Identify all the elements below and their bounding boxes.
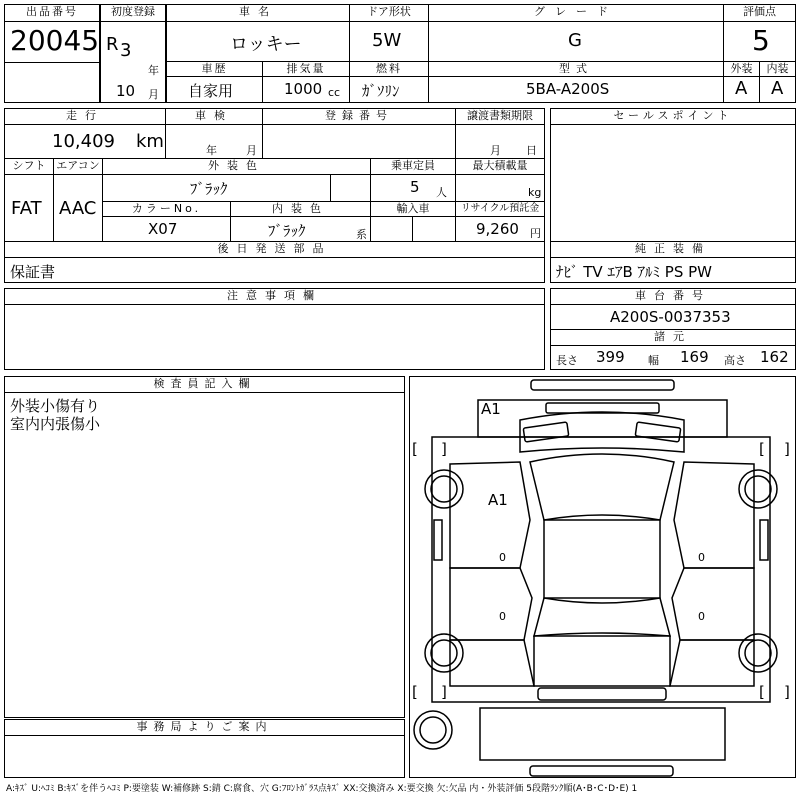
grade-label: グレード [428, 4, 724, 22]
diagram-zero: 0 [499, 551, 506, 564]
diagram-bracket: ] [784, 683, 790, 701]
length-label: 長さ [556, 354, 578, 367]
model-code-label: 型式 [428, 61, 724, 77]
chassis-number: A200S-0037353 [610, 308, 731, 326]
displacement-unit: cc [328, 86, 341, 99]
width-label: 幅 [648, 354, 659, 367]
displacement: 1000 [284, 80, 323, 98]
length-value: 399 [596, 348, 625, 366]
interior-grade: A [771, 78, 784, 99]
import-car-label: 輸入車 [370, 201, 456, 217]
registration-year: 3 [120, 40, 132, 61]
history-label: 車歴 [166, 61, 263, 77]
car-name-label: 車名 [166, 4, 350, 22]
interior-color: ﾌﾞﾗｯｸ [268, 222, 306, 240]
history: 自家用 [188, 82, 234, 100]
interior-color-suffix: 系 [356, 228, 367, 241]
recycle-deposit: 9,260 [476, 220, 519, 238]
recycle-unit: 円 [530, 227, 541, 240]
capacity-unit: 人 [436, 186, 447, 199]
fuel: ｶﾞｿﾘﾝ [362, 82, 400, 100]
registration-month: 10 [116, 82, 136, 100]
chassis-number-label: 車台番号 [550, 288, 796, 305]
damage-mark: A1 [488, 491, 508, 509]
aircon: AAC [59, 198, 97, 219]
equipment-label: 純正装備 [550, 241, 796, 258]
color-number: X07 [148, 220, 178, 238]
height-label: 高さ [724, 354, 746, 367]
displacement-label: 排気量 [262, 61, 350, 77]
damage-legend: A:ｷｽﾞ U:ﾍｺﾐ B:ｷｽﾞを伴うﾍｺﾐ P:要塗装 W:補修跡 S:錆 C:腐食、穴 G:ﾌﾛﾝﾄｶﾞﾗｽ点ｷｽﾞ XX:交換済み X:要交換 欠:欠品 内・外装評価 5段階ﾗﾝｸ順(A･B･C･D･E) 1 [6, 784, 638, 794]
lot-number: 20045 [10, 24, 100, 57]
shift: FAT [11, 198, 42, 219]
equipment: ﾅﾋﾞ TV ｴｱB ｱﾙﾐ PS PW [556, 263, 712, 281]
inspection-year-unit: 年 [206, 144, 217, 157]
exterior-grade: A [735, 78, 748, 99]
diagram-zero: 0 [698, 610, 705, 623]
shift-label: シフト [4, 158, 54, 175]
inspector-note-line: 室内内張傷小 [10, 415, 101, 433]
month-unit: 月 [148, 88, 159, 101]
transfer-day-unit: 日 [526, 144, 537, 157]
diagram-bracket: ] [441, 683, 447, 701]
exterior-grade-label: 外装 [723, 61, 760, 77]
max-load-label: 最大積載量 [455, 158, 545, 175]
door-type-label: ドア形状 [349, 4, 429, 22]
diagram-bracket: [ [412, 440, 418, 458]
year-unit: 年 [148, 64, 159, 77]
diagram-bracket: [ [412, 683, 418, 701]
fuel-label: 燃料 [349, 61, 429, 77]
inspector-notes-label: 検査員記入欄 [4, 376, 405, 393]
score: 5 [752, 24, 770, 57]
diagram-zero: 0 [698, 551, 705, 564]
inspection-label: 車検 [165, 108, 263, 125]
max-load-unit: kg [528, 186, 542, 199]
diagram-bracket: ] [441, 440, 447, 458]
capacity-label: 乗車定員 [370, 158, 456, 175]
capacity: 5 [410, 178, 420, 196]
sales-point-label: セールスポイント [550, 108, 796, 125]
later-parts: 保証書 [10, 263, 56, 281]
office-notice-label: 事務局よりご案内 [4, 719, 405, 736]
later-parts-label: 後日発送部品 [4, 241, 545, 258]
diagram-zero: 0 [499, 610, 506, 623]
grade: G [568, 30, 582, 51]
recycle-deposit-label: リサイクル預託金 [455, 201, 545, 217]
diagram-bracket: ] [784, 440, 790, 458]
damage-mark: A1 [481, 400, 501, 418]
interior-color-label: 内装色 [230, 201, 371, 217]
inspector-note-line: 外装小傷有り [10, 397, 101, 415]
era-prefix: R [106, 34, 119, 55]
score-label: 評価点 [723, 4, 796, 22]
model-code: 5BA-A200S [526, 80, 610, 98]
width-value: 169 [680, 348, 709, 366]
exterior-color-label: 外装色 [102, 158, 371, 175]
diagram-bracket: [ [759, 683, 765, 701]
mileage-label: 走行 [4, 108, 166, 125]
exterior-color: ﾌﾞﾗｯｸ [190, 180, 228, 198]
height-value: 162 [760, 348, 789, 366]
notes-label: 注意事項欄 [4, 288, 545, 305]
first-registration-label: 初度登録 [100, 4, 166, 22]
door-type: 5W [372, 30, 402, 51]
diagram-bracket: [ [759, 440, 765, 458]
registration-number-label: 登録番号 [262, 108, 456, 125]
mileage-unit: km [136, 131, 164, 152]
transfer-month-unit: 月 [490, 144, 501, 157]
inspection-month-unit: 月 [246, 144, 257, 157]
car-name: ロッキー [230, 34, 302, 55]
lot-number-label: 出品番号 [4, 4, 100, 22]
specs-label: 諸元 [550, 329, 796, 346]
color-number-label: カラーNo. [102, 201, 231, 217]
aircon-label: エアコン [53, 158, 103, 175]
mileage: 10,409 [52, 131, 115, 152]
transfer-deadline-label: 譲渡書類期限 [455, 108, 545, 125]
interior-grade-label: 内装 [759, 61, 796, 77]
